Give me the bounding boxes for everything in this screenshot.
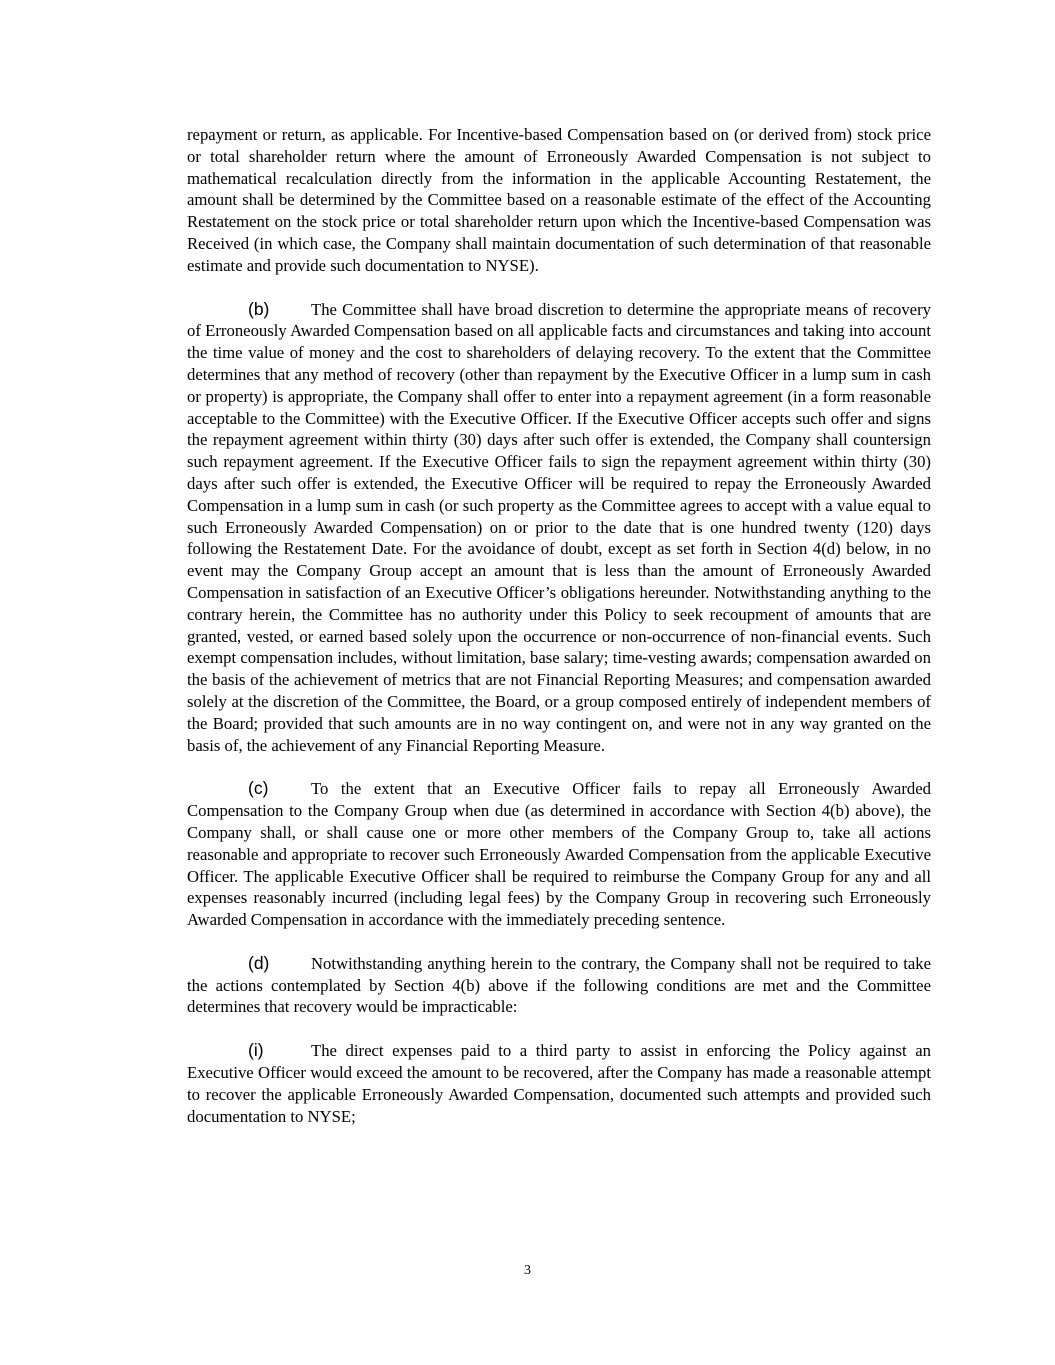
paragraph-text-d: Notwithstanding anything herein to the contrary, the Company shall not be required to take the actions contemplated by Section 4(b) above if the following conditions are met and the Committee determines that recovery would be impracticable: [187,953,931,1017]
paragraph-c [187,778,931,931]
paragraph-text-c: To the extent that an Executive Officer fails to repay all Erroneously Awarded Compensation to the Company Group when due (as determined in accordance with Section 4(b) above), the Company shall, or shall cause one or more other members of the Company Group to, take all actions reasonable and appropriate to recover such Erroneously Awarded Compensation from the applicable Executive Officer. The applicable Executive Officer shall be required to reimburse the Company Group for any and all expenses reasonably incurred (including legal fees) by the Company Group in recovering such Erroneously Awarded Compensation in accordance with the immediately preceding sentence. [187,779,931,930]
paragraph-text-d-i: The direct expenses paid to a third party to assist in enforcing the Policy against an Executive Officer would exceed the amount to be recovered, after the Company has made a reasonable attempt to recover the applicable Erroneously Awarded Compensation, documented such attempts and provided such documentation to NYSE; [187,1041,931,1126]
paragraph-label-d: (d) [248,952,270,973]
paragraph-b [187,299,931,757]
document-page [187,124,931,1149]
paragraph-d [187,953,931,1018]
paragraph-label-c: (c) [248,778,269,799]
paragraph-label-b: (b) [248,298,270,319]
paragraph-d-i [187,1040,931,1127]
paragraph-text-b: The Committee shall have broad discretion to determine the appropriate means of recovery of Erroneously Awarded Compensation based on all applicable facts and circumstances and taking into account the time value of money and the cost to shareholders of delaying recovery. To the extent that the Committee determines that any method of recovery (other than repayment by the Executive Officer in a lump sum in cash or property) is appropriate, the Company shall offer to enter into a repayment agreement (in a form reasonable acceptable to the Committee) with the Executive Officer. If the Executive Officer accepts such offer and signs the repayment agreement within thirty (30) days after such offer is extended, the Company shall countersign such repayment agreement. If the Executive Officer fails to sign the repayment agreement within thirty (30) days after such offer is extended, the Executive Officer will be required to repay the Erroneously Awarded Compensation in a lump sum in cash (or such property as the Committee agrees to accept with a value equal to such Erroneously Awarded Compensation) on or prior to the date that is one hundred twenty (120) days following the Restatement Date. For the avoidance of doubt, except as set forth in Section 4(d) below, in no event may the Company Group accept an amount that is less than the amount of Erroneously Awarded Compensation in satisfaction of an Executive Officer’s obligations hereunder. Notwithstanding anything to the contrary herein, the Committee has no authority under this Policy to seek recoupment of amounts that are granted, vested, or earned based solely upon the occurrence or non-occurrence of non-financial events. Such exempt compensation includes, without limitation, base salary; time-vesting awards; compensation awarded on the basis of the achievement of metrics that are not Financial Reporting Measures; and compensation awarded solely at the discretion of the Committee, the Board, or a group composed entirely of independent members of the Board; provided that such amounts are in no way contingent on, and were not in any way granted on the basis of, the achievement of any Financial Reporting Measure. [187,299,931,755]
page-number: 3 [524,1263,531,1278]
paragraph-label-d-i: (i) [248,1040,264,1061]
paragraph-a-continuation: repayment or return, as applicable. For Incentive-based Compensation based on (or derived from) stock price or total shareholder return where the amount of Erroneously Awarded Compensation is not subject to mathematical recalculation directly from the information in the applicable Accounting Restatement, the amount shall be determined by the Committee based on a reasonable estimate of the effect of the Accounting Restatement on the stock price or total shareholder return upon which the Incentive-based Compensation was Received (in which case, the Company shall maintain documentation of such determination of that reasonable estimate and provide such documentation to NYSE). [187,125,931,275]
